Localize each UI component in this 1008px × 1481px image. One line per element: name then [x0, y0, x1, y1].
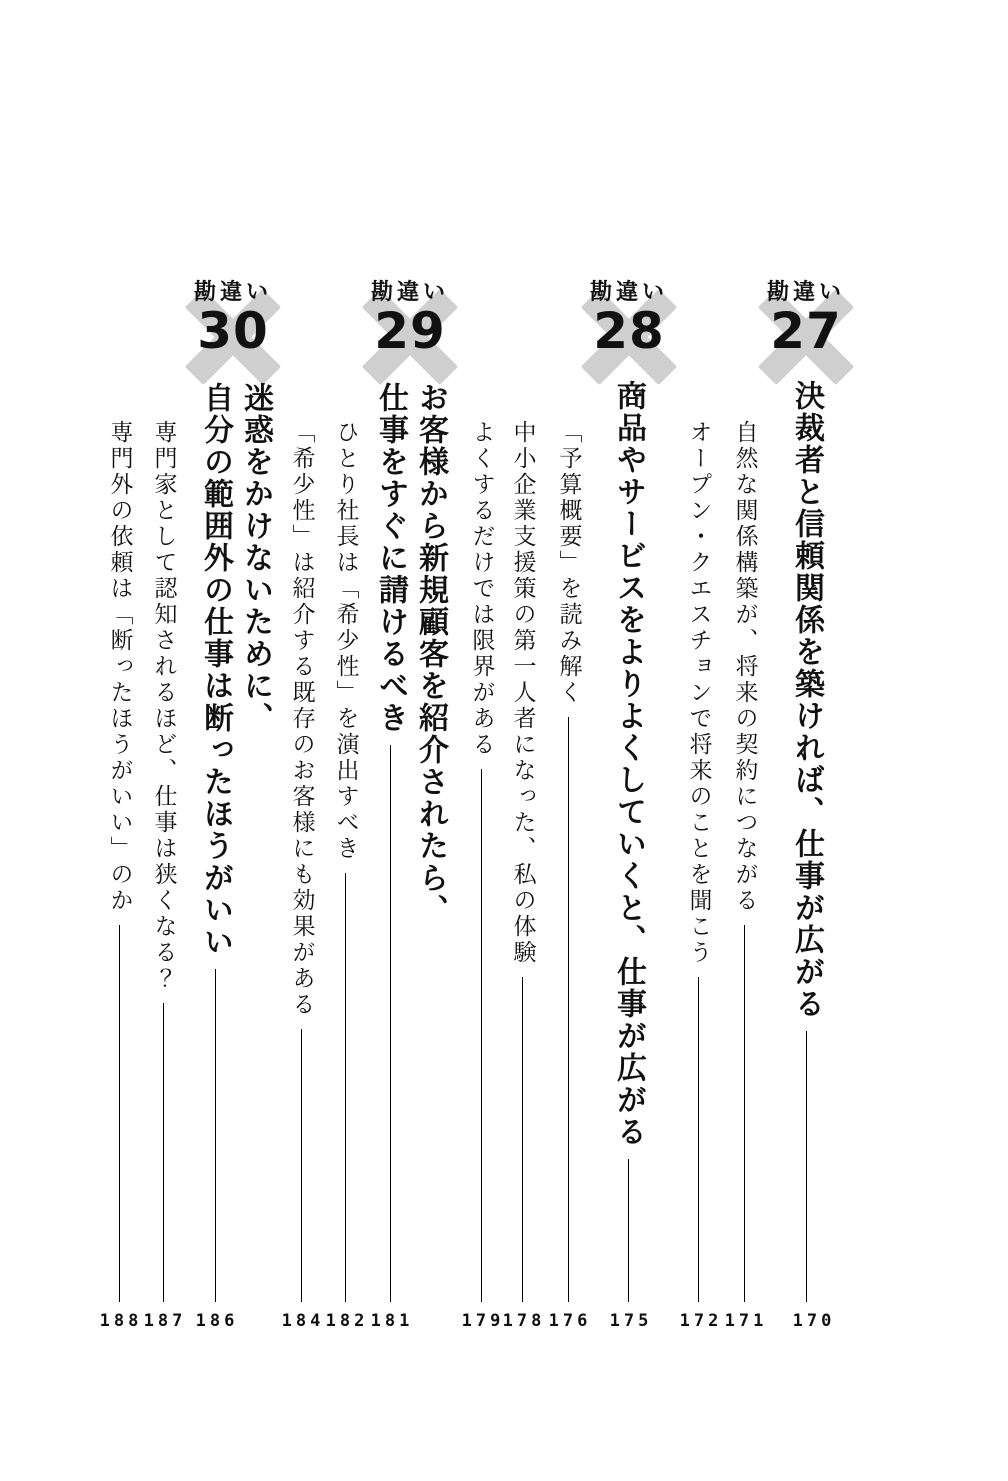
heading-column: [784, 380, 828, 1302]
page-number: 172: [679, 1311, 723, 1331]
leader-line: [522, 977, 523, 1302]
toc-item-column: [728, 420, 760, 1302]
heading-text: 自分の範囲外の仕事は断ったほうがいい: [198, 382, 233, 958]
toc-item-column: [552, 420, 584, 1302]
item-text: 「予算概要」を読み解く: [555, 420, 582, 706]
toc-item-column: [103, 420, 135, 1302]
section-badge-29: [350, 280, 470, 361]
section-badge-27: [746, 280, 866, 361]
item-text: 「希少性」は紹介する既存のお客様にも効果がある: [288, 420, 315, 1018]
page-number: 187: [143, 1311, 187, 1331]
heading-column: [606, 380, 650, 1302]
toc-item-column: [682, 420, 714, 1302]
page-number: 184: [281, 1311, 325, 1331]
page-number: 175: [609, 1311, 653, 1331]
item-text: ひとり社長は「希少性」を演出すべき: [332, 420, 359, 862]
mistake-label: 勘違い: [589, 280, 668, 305]
page-number: 176: [548, 1311, 592, 1331]
section-badge-28: [569, 280, 689, 361]
leader-line: [698, 977, 699, 1302]
mistake-label: 勘違い: [370, 280, 449, 305]
section-badge-30: [173, 280, 293, 361]
heading-column: [233, 382, 277, 1302]
toc-item-column: [329, 420, 361, 1302]
page-number: 182: [325, 1311, 369, 1331]
leader-line: [163, 1003, 164, 1302]
page-number: 171: [724, 1311, 768, 1331]
page-number: 181: [370, 1311, 414, 1331]
mistake-label: 勘違い: [193, 280, 272, 305]
leader-line: [390, 745, 391, 1302]
item-text: 専門家として認知されるほど、仕事は狭くなる？: [150, 420, 177, 992]
leader-line: [628, 1159, 629, 1302]
item-text: 自然な関係構築が、将来の契約につながる: [731, 420, 758, 914]
mistake-label: 勘違い: [766, 280, 845, 305]
leader-line: [481, 769, 482, 1302]
item-text: よくするだけでは限界がある: [468, 420, 495, 758]
leader-line: [215, 969, 216, 1302]
heading-text: 決裁者と信頼関係を築ければ、仕事が広がる: [789, 380, 824, 1020]
heading-text: お客様から新規顧客を紹介されたら、: [413, 382, 448, 926]
item-text: オープン・クエスチョンで将来のことを聞こう: [685, 420, 712, 966]
mistake-number: 29: [374, 302, 446, 361]
leader-line: [568, 717, 569, 1302]
toc-item-column: [147, 420, 179, 1302]
page-number: 170: [792, 1311, 836, 1331]
toc-item-column: [285, 420, 317, 1302]
leader-line: [345, 873, 346, 1302]
heading-column: [368, 382, 412, 1302]
leader-line: [806, 1031, 807, 1302]
item-text: 専門外の依頼は「断ったほうがいい」のか: [106, 420, 133, 914]
toc-item-column: [465, 420, 497, 1302]
mistake-number: 28: [593, 302, 665, 361]
toc-item-column: [506, 420, 538, 1302]
leader-line: [119, 925, 120, 1302]
heading-column: [408, 382, 452, 1302]
mistake-number: 30: [197, 302, 269, 361]
mistake-number: 27: [770, 302, 842, 361]
leader-line: [744, 925, 745, 1302]
page-number: 188: [99, 1311, 143, 1331]
leader-line: [301, 1029, 302, 1302]
item-text: 中小企業支援策の第一人者になった、私の体験: [509, 420, 536, 966]
heading-text: 迷惑をかけないために、: [238, 382, 273, 734]
heading-text: 仕事をすぐに請けるべき: [373, 382, 408, 734]
heading-text: 商品やサービスをよりよくしていくと、仕事が広がる: [611, 380, 646, 1148]
heading-column: [193, 382, 237, 1302]
page-number: 186: [195, 1311, 239, 1331]
page-number: 178: [502, 1311, 546, 1331]
page-number: 179: [461, 1311, 505, 1331]
